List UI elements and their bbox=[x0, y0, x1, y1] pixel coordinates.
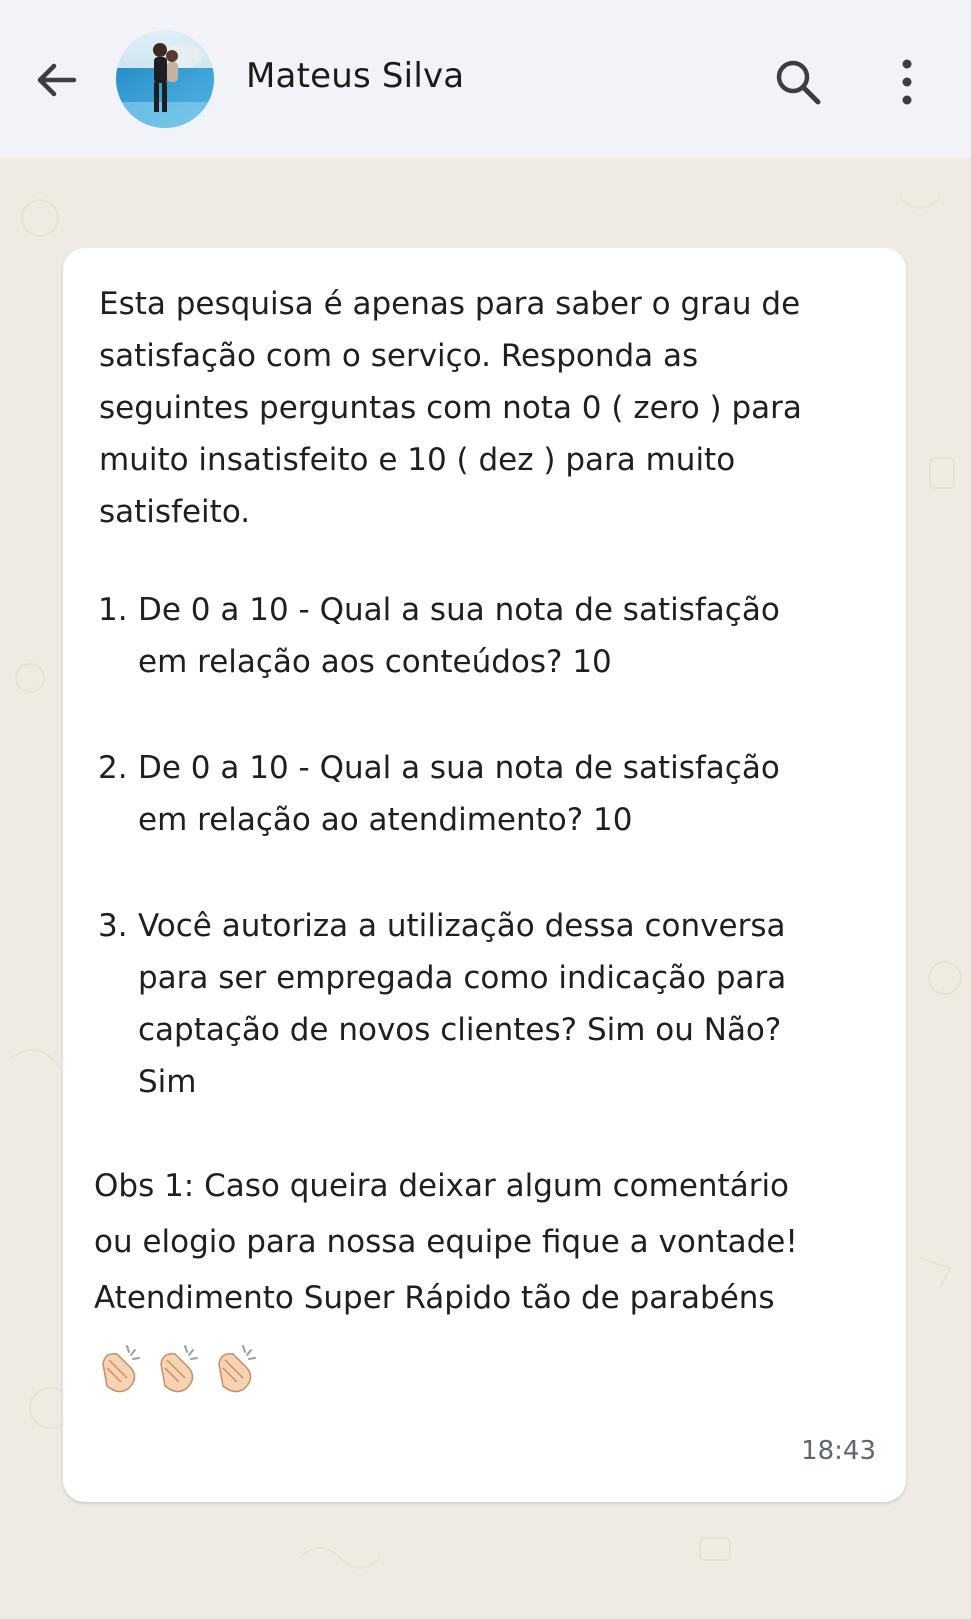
list-item-number: 1. bbox=[98, 592, 128, 628]
avatar[interactable] bbox=[116, 30, 214, 128]
chat-header bbox=[0, 0, 971, 158]
message-bubble[interactable] bbox=[63, 248, 906, 1502]
search-icon bbox=[772, 56, 824, 108]
contact-name[interactable]: Mateus Silva bbox=[246, 56, 465, 96]
message-obs: Obs 1: Caso queira deixar algum comentário ou elogio para nossa equipe fique a vontade! Atendimento Super Rápido tão de parabéns bbox=[94, 1168, 798, 1316]
search-button[interactable] bbox=[772, 56, 824, 108]
message-timestamp: 18:43 bbox=[801, 1436, 876, 1466]
list-item-text: De 0 a 10 - Qual a sua nota de satisfação em relação ao atendimento? 10 bbox=[138, 750, 780, 838]
list-item-number: 2. bbox=[98, 750, 128, 786]
list-item-number: 3. bbox=[98, 908, 128, 944]
more-options-button[interactable] bbox=[893, 56, 921, 108]
list-item-text: De 0 a 10 - Qual a sua nota de satisfação em relação aos conteúdos? 10 bbox=[138, 592, 780, 680]
message-intro: Esta pesquisa é apenas para saber o grau de satisfação com o serviço. Responda as seguintes perguntas com nota 0 ( zero ) para muito insatisfeito e 10 ( dez ) para muito satisfeito. bbox=[99, 286, 802, 530]
arrow-back-icon bbox=[34, 58, 78, 102]
clapping-hands-icon bbox=[151, 1342, 201, 1396]
back-button[interactable] bbox=[34, 58, 78, 102]
emoji-row bbox=[93, 1342, 259, 1398]
more-vert-icon bbox=[893, 56, 921, 108]
clapping-hands-icon bbox=[209, 1342, 259, 1396]
list-item-text: Você autoriza a utilização dessa conversa para ser empregada como indicação para captação de novos clientes? Sim ou Não? Sim bbox=[138, 908, 787, 1100]
clapping-hands-icon bbox=[93, 1342, 143, 1396]
